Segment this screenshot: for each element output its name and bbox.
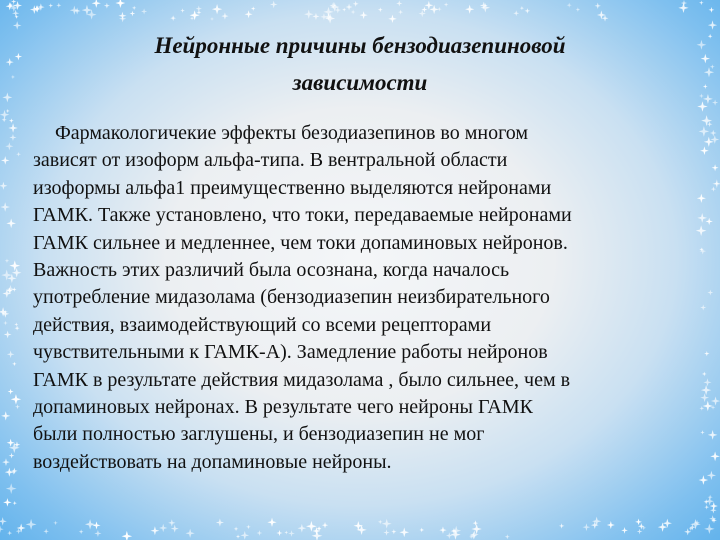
paragraph-line-11: допаминовых нейронах. В результате чего нейроны ГАМК xyxy=(33,396,533,419)
slide-title-line-1: Нейронные причины бензодиазепиновой xyxy=(154,33,566,58)
slide-body-paragraph xyxy=(33,120,705,476)
paragraph-line-1: Фармакологичекие эффекты безодиазепинов во многом xyxy=(55,122,529,144)
paragraph-line-13: воздействовать на допаминовые нейроны. xyxy=(33,450,392,473)
slide-title xyxy=(60,27,660,101)
paragraph-line-2: зависят от изоформ альфа-типа. В вентральной области xyxy=(33,149,508,172)
paragraph-line-12: были полностью заглушены, и бензодиазепин не мог xyxy=(33,423,485,446)
paragraph-line-8: действия, взаимодействующий со всеми рецепторами xyxy=(33,313,492,336)
paragraph-line-6: Важность этих различий была осознана, когда началось xyxy=(33,259,510,282)
paragraph-line-7: употребление мидазолама (бензодиазепин неизбирательного xyxy=(33,286,550,309)
paragraph-line-9: чувствительными к ГАМК-А). Замедление работы нейронов xyxy=(33,341,548,364)
paragraph-line-4: ГАМК. Также установлено, что токи, передаваемые нейронами xyxy=(33,204,572,227)
paragraph-line-3: изоформы альфа1 преимущественно выделяются нейронами xyxy=(33,176,552,199)
paragraph-line-10: ГАМК в результате действия мидазолама , было сильнее, чем в xyxy=(33,368,571,391)
paragraph-line-5: ГАМК сильнее и медленнее, чем токи допаминовых нейронов. xyxy=(33,231,568,254)
slide-title-line-2: зависимости xyxy=(292,70,428,95)
